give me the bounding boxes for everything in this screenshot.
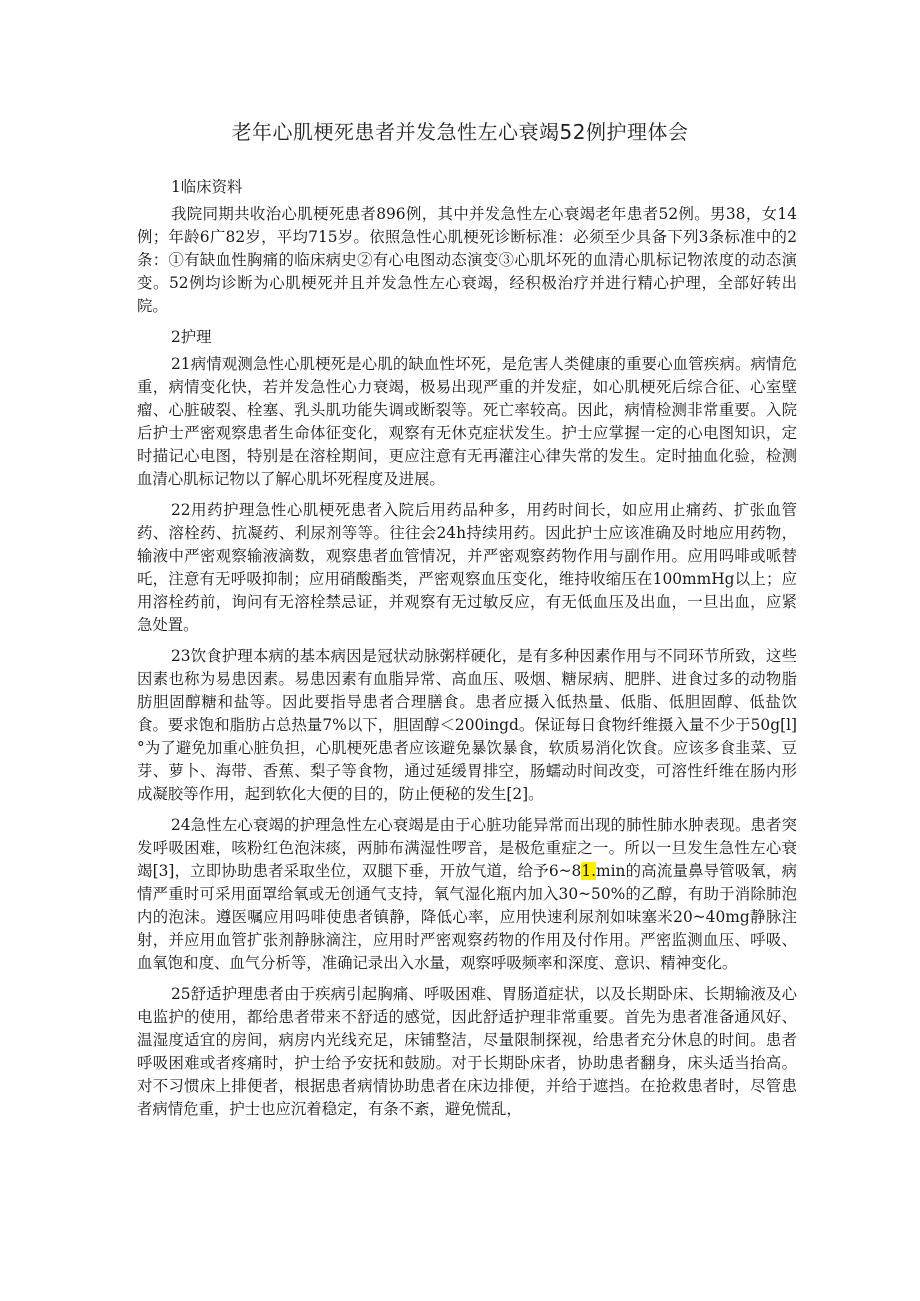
highlighted-text: 1.	[581, 862, 597, 880]
paragraph-diet-nursing: 23饮食护理本病的基本病因是冠状动脉粥样硬化，是有多种因素作用与不同环节所致，这些因素也称为易患因素。易患因素有血脂异常、高血压、吸烟、糖尿病、肥胖、进食过多的动物脂肪胆固醇糖和盐等。因此要指导患者合理膳食。患者应摄入低热量、低脂、低胆固醇、低盐饮食。要求饱和脂肪占总热量7%以下，胆固醇＜200ingd。保证每日食物纤维摄入量不少于50g[l]°为了避免加重心脏负担，心肌梗死患者应该避免暴饮暴食，软质易消化饮食。应该多食韭菜、豆芽、萝卜、海带、香蕉、梨子等食物，通过延缓胃排空，肠蠕动时间改变，可溶性纤维在肠内形成凝胶等作用，起到软化大便的目的，防止便秘的发生[2]。	[137, 647, 797, 803]
paragraph-heart-failure-nursing	[137, 814, 797, 975]
paragraph-clinical-data: 我院同期共收治心肌梗死患者896例，其中并发急性左心衰竭老年患者52例。男38，女14例；年龄6广82岁，平均715岁。依照急性心肌梗死诊断标准：必须至少具备下列3条标准中的2条：①有缺血性胸痛的临床病史②有心电图动态演变③心肌坏死的血清心肌标记物浓度的动态演变。52例均诊断为心肌梗死并且并发急性左心衰竭，经积极治疗并进行精心护理，全部好转出院。	[137, 205, 797, 315]
paragraph-medication-nursing: 22用药护理急性心肌梗死患者入院后用药品种多，用药时间长，如应用止痛药、扩张血管药、溶栓药、抗凝药、利尿剂等等。往往会24h持续用药。因此护士应该准确及时地应用药物，输液中严密观察输液滴数，观察患者血管情况，并严密观察药物作用与副作用。应用吗啡或哌替吒，注意有无呼吸抑制；应用硝酸酯类，严密观察血压变化，维持收缩压在100mmHg以上；应用溶栓药前，询问有无溶栓禁忌证，并观察有无过敏反应，有无低血压及出血，一旦出血，应紧急处置。	[137, 501, 797, 634]
document-body	[137, 176, 797, 1129]
document-title: 老年心肌梗死患者并发急性左心衰竭52例护理体会	[231, 120, 689, 144]
section-heading-clinical-data: 1临床资料	[171, 178, 243, 196]
paragraph-comfort-nursing: 25舒适护理患者由于疾病引起胸痛、呼吸困难、胃肠道症状，以及长期卧床、长期输液及心电监护的使用，都给患者带来不舒适的感觉，因此舒适护理非常重要。首先为患者准备通风好、温湿度适宜的房间，病房内光线充足，床铺整洁，尽量限制探视，给患者充分休息的时间。患者呼吸困难或者疼痛时，护士给予安抚和鼓励。对于长期卧床者，协助患者翻身，床头适当抬高。对不习惯床上排便者，根据患者病情协助患者在床边排便，并给于遮挡。在抢救患者时，尽管患者病情危重，护士也应沉着稳定，有条不紊，避免慌乱，	[137, 985, 797, 1118]
paragraph-text: 24急性左心衰竭的护理急性左心衰竭是由于心脏功能异常而出现的肺性肺水肿表现。患者突发呼吸困难，咳粉红色泡沫痰，两肺布满湿性啰音，是极危重症之一。所以一旦发生急性左心衰竭[3]，立即协助患者采取坐位，双腿下垂，开放气道，给予6~8	[137, 816, 797, 880]
paragraph-condition-monitoring: 21病情观测急性心肌梗死是心肌的缺血性坏死，是危害人类健康的重要心血管疾病。病情危重，病情变化快，若并发急性心力衰竭，极易出现严重的并发症，如心肌梗死后综合征、心室壁瘤、心脏破裂、栓塞、乳头肌功能失调或断裂等。死亡率较高。因此，病情检测非常重要。入院后护士严密观察患者生命体征变化，观察有无休克症状发生。护士应掌握一定的心电图知识，定时描记心电图，特别是在溶栓期间，更应注意有无再灌注心律失常的发生。定时抽血化验，检测血清心肌标记物以了解心肌坏死程度及进展。	[137, 355, 797, 488]
section-heading-nursing: 2护理	[171, 328, 212, 346]
paragraph-text: min的高流量鼻导管吸氧，病情严重时可采用面罩给氧或无创通气支持，氧气湿化瓶内加入30~50%的乙醇，有助于消除肺泡内的泡沫。遵医嘱应用吗啡使患者镇静，降低心率，应用快速利尿剂如味塞米20~40mg静脉注射，并应用血管扩张剂静脉滴注，应用时严密观察药物的作用及付作用。严密监测血压、呼吸、血氧饱和度、血气分析等，准确记录出入水量，观察呼吸频率和深度、意识、精神变化。	[137, 862, 797, 972]
